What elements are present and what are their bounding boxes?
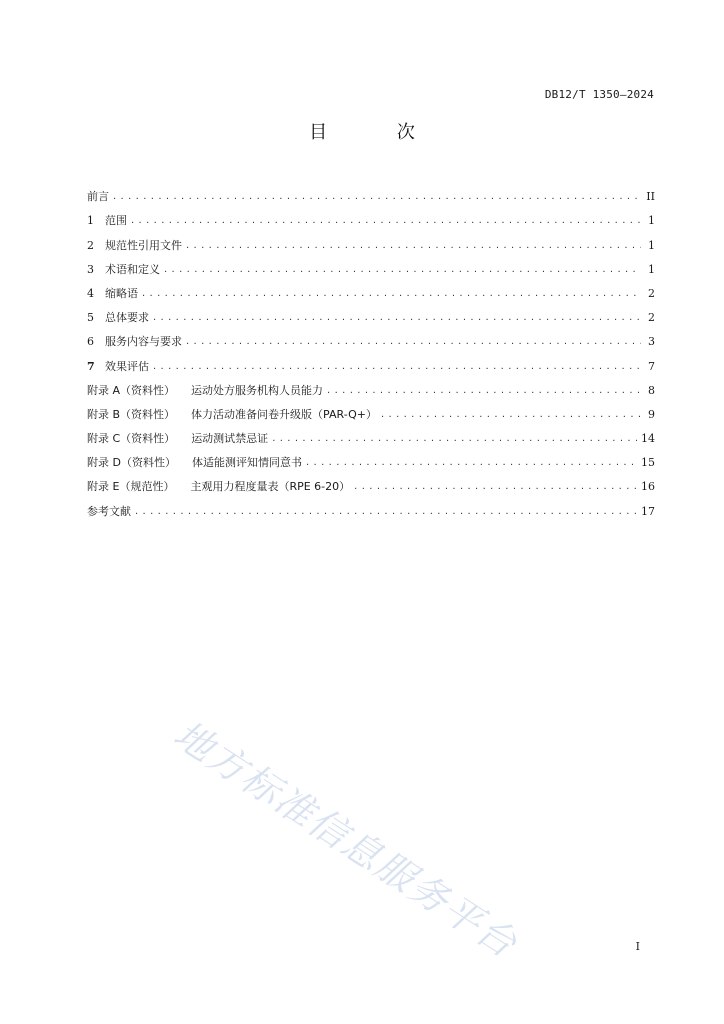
toc-page-number: II bbox=[646, 190, 655, 204]
toc-label: 总体要求 bbox=[105, 311, 149, 325]
page-number: I bbox=[635, 940, 640, 953]
toc-entry-foreword[interactable] bbox=[87, 181, 655, 205]
toc-section-number: 5 bbox=[87, 311, 94, 325]
toc-entry-appendix-d[interactable] bbox=[87, 447, 655, 471]
toc-leader-dots bbox=[352, 479, 637, 495]
toc-entry-bibliography[interactable] bbox=[87, 495, 655, 519]
toc-leader-dots bbox=[129, 213, 641, 229]
toc-entry-effect-evaluation[interactable] bbox=[87, 350, 655, 374]
toc-page-number: 7 bbox=[648, 359, 655, 373]
toc-appendix-label: 附录 D（资料性） bbox=[87, 456, 176, 470]
toc-entry-abbreviations[interactable] bbox=[87, 278, 655, 302]
toc-appendix-label: 附录 B（资料性） bbox=[87, 407, 176, 421]
toc-leader-dots bbox=[304, 455, 637, 471]
toc-leader-dots bbox=[184, 238, 641, 254]
toc-section-number: 1 bbox=[87, 214, 94, 228]
toc-leader-dots bbox=[151, 310, 641, 326]
toc-leader-dots bbox=[133, 504, 637, 520]
toc-appendix-label: 附录 C（资料性） bbox=[87, 432, 176, 446]
toc-page-number: 2 bbox=[648, 311, 655, 325]
toc-appendix-title: 体适能测评知情同意书 bbox=[191, 456, 302, 470]
toc-page-number: 17 bbox=[641, 504, 655, 518]
toc-leader-dots bbox=[151, 359, 641, 375]
toc-page-number: 1 bbox=[648, 238, 655, 252]
toc-page-number: 2 bbox=[648, 286, 655, 300]
toc-label: 范围 bbox=[105, 214, 127, 228]
toc-entry-appendix-a[interactable] bbox=[87, 375, 655, 399]
toc-appendix-label: 附录 A（资料性） bbox=[87, 383, 176, 397]
toc-label: 前言 bbox=[87, 190, 109, 204]
toc-page-number: 1 bbox=[648, 214, 655, 228]
toc-label: 效果评估 bbox=[105, 359, 149, 373]
toc-section-number: 6 bbox=[87, 335, 94, 349]
document-code: DB12/T 1350—2024 bbox=[544, 88, 654, 101]
toc-leader-dots bbox=[270, 431, 637, 447]
toc-entry-terms-definitions[interactable] bbox=[87, 254, 655, 278]
toc-leader-dots bbox=[184, 334, 641, 350]
toc-appendix-title: 运动处方服务机构人员能力 bbox=[191, 383, 324, 397]
toc-appendix-label: 附录 E（规范性） bbox=[87, 480, 175, 494]
toc-entry-service-content[interactable] bbox=[87, 326, 655, 350]
toc-section-number: 7 bbox=[87, 359, 95, 373]
toc-title: 目 次 bbox=[309, 122, 447, 143]
toc-page-number: 14 bbox=[641, 432, 655, 446]
toc-page-number: 16 bbox=[641, 480, 655, 494]
toc-leader-dots bbox=[325, 383, 641, 399]
toc-entry-general-requirements[interactable] bbox=[87, 302, 655, 326]
toc-page-number: 9 bbox=[648, 407, 655, 421]
toc-entry-appendix-b[interactable] bbox=[87, 399, 655, 423]
toc-appendix-title: 运动测试禁忌证 bbox=[191, 432, 269, 446]
toc-entry-appendix-e[interactable] bbox=[87, 471, 655, 495]
toc-entry-normative-references[interactable] bbox=[87, 229, 655, 253]
toc-label: 服务内容与要求 bbox=[105, 335, 182, 349]
toc-label: 规范性引用文件 bbox=[105, 238, 182, 252]
toc-page-number: 8 bbox=[648, 383, 655, 397]
toc-page-number: 1 bbox=[648, 262, 655, 276]
toc-label: 术语和定义 bbox=[105, 262, 160, 276]
toc-leader-dots bbox=[140, 286, 641, 302]
toc-entry-appendix-c[interactable] bbox=[87, 423, 655, 447]
toc-appendix-title: 主观用力程度量表（RPE 6-20） bbox=[190, 480, 351, 494]
toc-entry-scope[interactable] bbox=[87, 205, 655, 229]
toc-section-number: 4 bbox=[87, 286, 94, 300]
toc-section-number: 2 bbox=[87, 238, 94, 252]
toc-page-number: 15 bbox=[641, 456, 655, 470]
watermark-text: 地方标准信息服务平台 bbox=[166, 711, 526, 967]
toc-page-number: 3 bbox=[648, 335, 655, 349]
toc-label: 缩略语 bbox=[105, 286, 138, 300]
toc-leader-dots bbox=[162, 262, 641, 278]
table-of-contents bbox=[87, 181, 655, 520]
toc-leader-dots bbox=[111, 189, 641, 205]
toc-appendix-title: 体力活动准备问卷升级版（PAR-Q+） bbox=[191, 407, 377, 421]
toc-label: 参考文献 bbox=[87, 504, 131, 518]
toc-section-number: 3 bbox=[87, 262, 94, 276]
toc-leader-dots bbox=[379, 407, 641, 423]
